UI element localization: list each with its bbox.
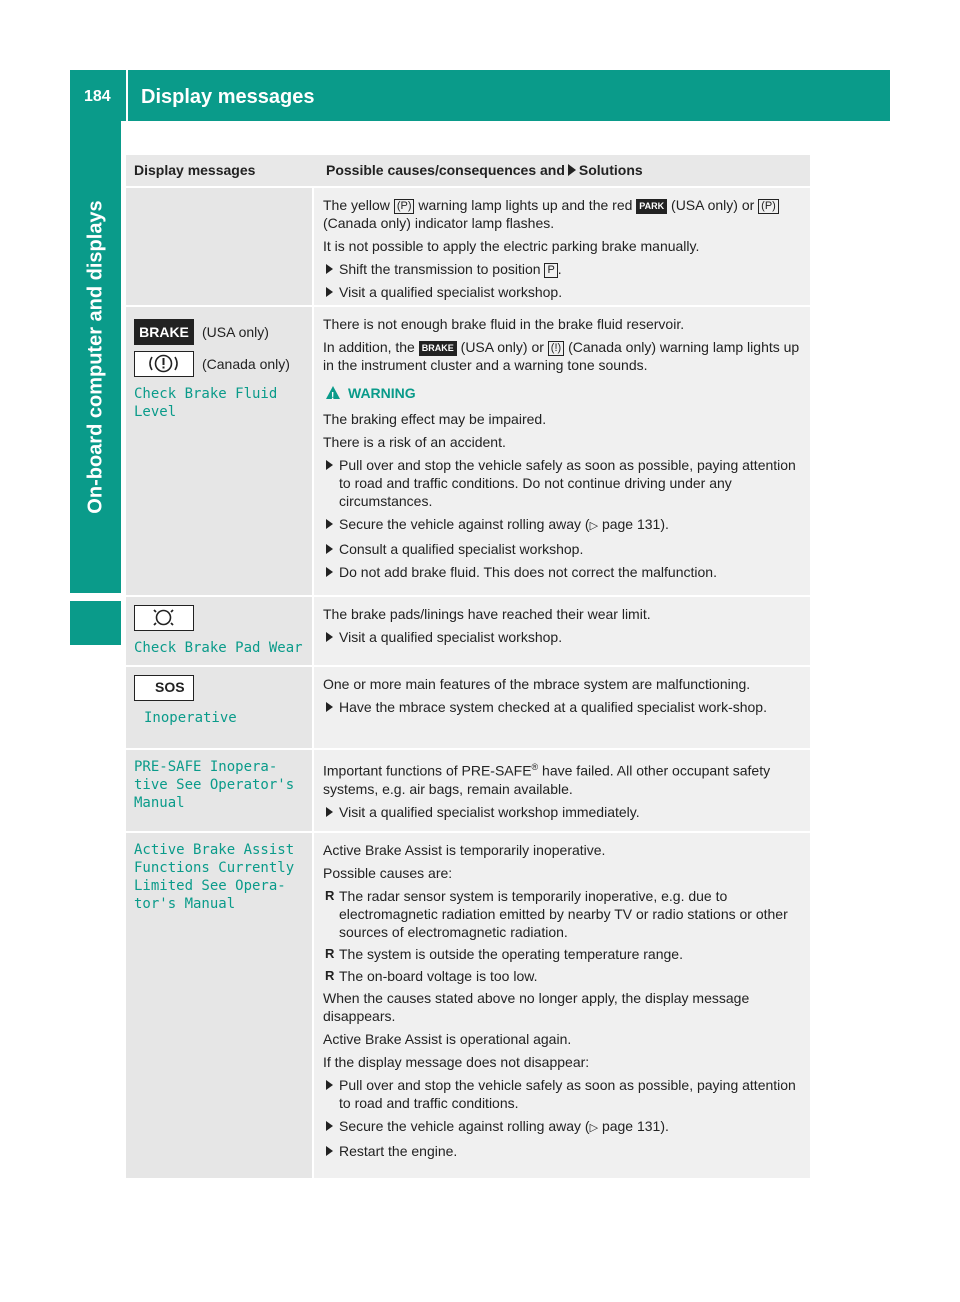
gear-p-icon: P bbox=[544, 263, 557, 278]
paragraph: If the display message does not disappear: bbox=[323, 1054, 590, 1070]
text: Shift the transmission to position bbox=[339, 261, 541, 277]
page-ref-arrow-icon: ▷ bbox=[589, 1122, 599, 1134]
display-message-line: Limited See Opera‑ bbox=[134, 878, 286, 894]
display-message-text bbox=[134, 841, 306, 913]
display-message-line: Manual bbox=[134, 795, 185, 811]
solution-step: Visit a qualified specialist workshop. bbox=[323, 283, 802, 301]
display-message-text: Check Brake Pad Wear bbox=[134, 640, 303, 656]
text: have failed. All other occupant safety systems, e.g. air bags, remain available. bbox=[323, 762, 771, 797]
text: Important functions of PRE-SAFE bbox=[323, 762, 532, 779]
side-tab-label: On-board computer and displays bbox=[84, 200, 107, 514]
page-title: Display messages bbox=[141, 86, 315, 108]
warning-label: WARNING bbox=[348, 385, 416, 401]
message-cell bbox=[126, 307, 314, 595]
description-cell bbox=[314, 188, 810, 305]
display-message-line: Check Brake Fluid bbox=[134, 386, 278, 402]
solution-step bbox=[323, 515, 802, 535]
message-cell bbox=[126, 833, 314, 1178]
paragraph: Active Brake Assist is temporarily inoperative. bbox=[323, 842, 606, 858]
table-row bbox=[126, 597, 810, 667]
bullet-r-icon: R bbox=[325, 888, 335, 903]
table-header bbox=[126, 155, 810, 188]
usa-only-label: (USA only) bbox=[202, 324, 269, 340]
paragraph: There is a risk of an accident. bbox=[323, 434, 506, 450]
paragraph: There is not enough brake fluid in the brake fluid reservoir. bbox=[323, 316, 685, 332]
message-cell bbox=[126, 750, 314, 831]
description-cell bbox=[314, 833, 810, 1178]
text: warning lamp lights up and the red bbox=[418, 197, 633, 213]
display-message-line: Functions Currently bbox=[134, 860, 295, 876]
text: The system is outside the operating temperature range. bbox=[339, 946, 683, 962]
sos-phone-icon: SOS bbox=[134, 675, 194, 701]
cause-bullet bbox=[323, 887, 802, 941]
display-message-line: Active Brake Assist bbox=[134, 842, 295, 858]
solution-step: Pull over and stop the vehicle safely as soon as possible, paying attention to road and traffic conditions. Do not continue driving under any circumstances. bbox=[323, 456, 802, 510]
paragraph bbox=[323, 758, 802, 798]
text: (USA only) or bbox=[460, 339, 544, 355]
message-cell bbox=[126, 597, 314, 665]
solution-step: Have the mbrace system checked at a qualified specialist work-shop. bbox=[323, 698, 802, 716]
paragraph: It is not possible to apply the electric parking brake manually. bbox=[323, 238, 700, 254]
paragraph bbox=[323, 196, 802, 232]
col-header-causes-text: Possible causes/consequences and bbox=[326, 162, 565, 178]
paragraph: One or more main features of the mbrace system are malfunctioning. bbox=[323, 676, 751, 692]
arrow-right-icon bbox=[568, 164, 576, 176]
paragraph: When the causes stated above no longer apply, the display message disappears. bbox=[323, 990, 750, 1024]
text: (Canada only) warning lamp lights up in the instrument cluster and a warning tone sounds. bbox=[323, 339, 800, 373]
table-row bbox=[126, 188, 810, 307]
message-cell bbox=[126, 667, 314, 748]
text: ). bbox=[660, 516, 669, 532]
park-indicator-icon: PARK bbox=[636, 199, 667, 214]
text: The on-board voltage is too low. bbox=[339, 968, 538, 984]
bullet-r-icon: R bbox=[325, 946, 335, 961]
description-cell bbox=[314, 597, 810, 665]
solution-step: Consult a qualified specialist workshop. bbox=[323, 540, 802, 558]
display-message-line: PRE-SAFE Inopera‑ bbox=[134, 759, 278, 775]
text: In addition, the bbox=[323, 339, 415, 355]
header-divider bbox=[126, 70, 128, 121]
solution-step: Restart the engine. bbox=[323, 1142, 802, 1160]
page-reference[interactable]: page 131 bbox=[601, 516, 661, 532]
message-cell-empty bbox=[126, 188, 314, 305]
solution-step: Do not add brake fluid. This does not correct the malfunction. bbox=[323, 563, 802, 581]
warning-triangle-icon bbox=[326, 386, 340, 399]
paragraph: The braking effect may be impaired. bbox=[323, 411, 547, 427]
text: The yellow bbox=[323, 197, 390, 213]
page-reference[interactable]: page 131 bbox=[601, 1118, 661, 1134]
text: ). bbox=[660, 1118, 669, 1134]
display-message-text: Inoperative bbox=[144, 710, 237, 726]
brake-circle-warning-icon: (!) bbox=[548, 341, 564, 356]
table-row bbox=[126, 307, 810, 597]
table-row bbox=[126, 667, 810, 750]
display-message-text bbox=[134, 385, 306, 421]
parking-brake-indicator-icon: (P) bbox=[758, 199, 779, 214]
display-message-text bbox=[134, 758, 306, 812]
description-cell bbox=[314, 307, 810, 595]
paragraph bbox=[323, 338, 802, 374]
description-cell bbox=[314, 750, 810, 831]
cause-bullet bbox=[323, 967, 802, 985]
page-number: 184 bbox=[84, 88, 111, 105]
cause-bullet bbox=[323, 945, 802, 963]
description-cell bbox=[314, 667, 810, 748]
parking-brake-warning-icon: (P) bbox=[394, 199, 415, 214]
col-header-solutions-text: Solutions bbox=[578, 162, 643, 178]
solution-step: Pull over and stop the vehicle safely as soon as possible, paying attention to road and traffic conditions. bbox=[323, 1076, 802, 1112]
col-header-messages: Display messages bbox=[134, 162, 256, 178]
display-message-line: tive See Operator's bbox=[134, 777, 295, 793]
text: (Canada only) indicator lamp flashes. bbox=[323, 215, 555, 231]
solution-step: Visit a qualified specialist workshop immediately. bbox=[323, 803, 802, 821]
registered-mark: ® bbox=[531, 762, 539, 772]
text: The radar sensor system is temporarily inoperative, e.g. due to electromagnetic radiation emitted by nearby TV or radio stations or other sources of electromagnetic radiation. bbox=[339, 888, 788, 940]
text: (USA only) or bbox=[671, 197, 755, 213]
brake-circle-warning-icon bbox=[134, 351, 194, 377]
side-tab-block bbox=[70, 601, 121, 645]
table-row bbox=[126, 750, 810, 833]
paragraph: The brake pads/linings have reached their wear limit. bbox=[323, 606, 651, 622]
brake-pad-wear-icon bbox=[134, 605, 194, 631]
brake-warning-icon: BRAKE bbox=[419, 341, 457, 356]
paragraph: Active Brake Assist is operational again. bbox=[323, 1031, 572, 1047]
bullet-r-icon: R bbox=[325, 968, 335, 983]
display-message-line: tor's Manual bbox=[134, 896, 236, 912]
page-ref-arrow-icon: ▷ bbox=[589, 520, 599, 532]
paragraph: Possible causes are: bbox=[323, 865, 453, 881]
brake-warning-icon: BRAKE bbox=[134, 319, 194, 345]
text: Secure the vehicle against rolling away ( bbox=[339, 516, 590, 532]
col-header-causes bbox=[314, 155, 643, 186]
solution-step: Visit a qualified specialist workshop. bbox=[323, 628, 802, 646]
table-row bbox=[126, 833, 810, 1180]
text: Secure the vehicle against rolling away ( bbox=[339, 1118, 590, 1134]
display-message-line: Level bbox=[134, 404, 177, 420]
solution-step: Shift the transmission to position P . bbox=[323, 260, 802, 278]
warning-heading bbox=[323, 384, 802, 402]
display-messages-table bbox=[126, 155, 810, 1180]
solution-step bbox=[323, 1117, 802, 1137]
canada-only-label: (Canada only) bbox=[202, 356, 290, 372]
